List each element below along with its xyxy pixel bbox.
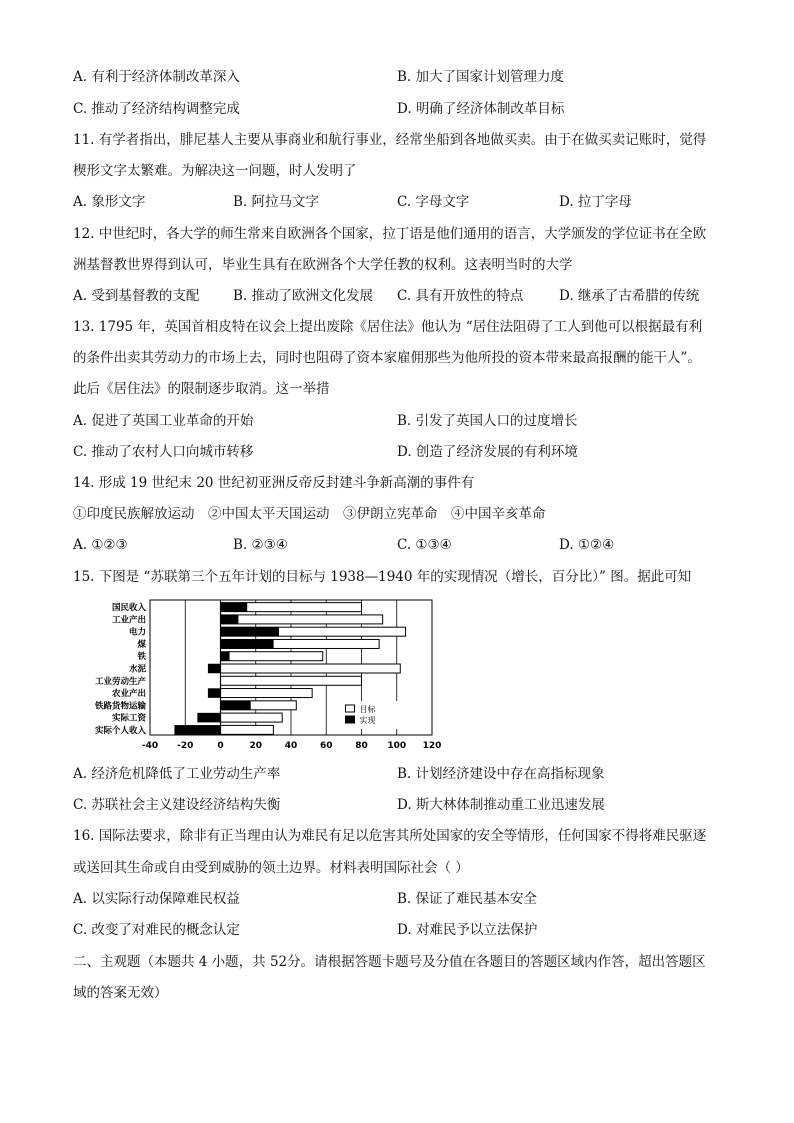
- chart-bar-target: [221, 689, 313, 698]
- section2-heading-line-2: 域的答案无效）: [73, 985, 168, 1001]
- chart-category-label: 实际工资: [111, 713, 146, 724]
- q16-option-c: C. 改变了对难民的概念认定: [73, 922, 240, 938]
- q15-option-a: A. 经济危机降低了工业劳动生产率: [73, 766, 281, 782]
- q15-stem-line-1: 15. 下图是 “苏联第三个五年计划的目标与 1938—1940 年的实现情况（增长，百分比）” 图。据此可知: [73, 569, 692, 585]
- q10-option-b: B. 加大了国家计划管理力度: [397, 69, 565, 85]
- chart-bar-actual: [175, 725, 221, 734]
- q11-stem-line-2: 楔形文字太繁难。为解决这一问题，时人发明了: [73, 163, 357, 179]
- chart-bar-target: [221, 676, 362, 685]
- chart-x-tick-label: 40: [284, 741, 298, 751]
- chart-x-tick-label: -40: [141, 741, 159, 751]
- chart-bar-actual: [208, 664, 220, 673]
- chart-x-tick-label: 100: [387, 741, 407, 751]
- chart-category-label: 国民收入: [111, 603, 146, 614]
- q10-option-d: D. 明确了经济体制改革目标: [397, 101, 565, 117]
- q15-option-d: D. 斯大林体制推动重工业迅速发展: [397, 797, 605, 813]
- chart-x-tick-label: 0: [217, 741, 224, 751]
- q11-stem-line-1: 11. 有学者指出，腓尼基人主要从事商业和航行事业，经常坐船到各地做买卖。由于在做买卖记账时，觉得: [73, 132, 707, 148]
- chart-bar-actual: [221, 639, 274, 648]
- chart-bar-target: [221, 725, 274, 734]
- chart-legend-label-actual: 实现: [359, 716, 376, 725]
- q15-option-b: B. 计划经济建设中存在高指标现象: [397, 766, 605, 782]
- q13-option-c: C. 推动了农村人口向城市转移: [73, 444, 254, 460]
- chart-x-tick-labels: [142, 741, 442, 751]
- chart-bar-actual: [221, 652, 230, 661]
- chart-x-tick-label: 80: [355, 741, 368, 751]
- section2-heading-line-1: 二、主观题（本题共 4 小题，共 52分。请根据答题卡题号及分值在各题目的答题区域内作答，超出答题区: [73, 954, 706, 970]
- q14-stem-line-2: ①印度民族解放运动 ②中国太平天国运动 ③伊朗立宪革命 ④中国辛亥革命: [73, 506, 546, 522]
- q11-option-a: A. 象形文字: [73, 194, 146, 210]
- chart-category-label: 铁: [137, 652, 146, 663]
- q14-option-b: B. ②③④: [233, 537, 288, 553]
- q10-option-c: C. 推动了经济结构调整完成: [73, 101, 240, 117]
- q12-stem-line-2: 洲基督教世界得到认可，毕业生具有在欧洲各个大学任教的权利。这表明当时的大学: [73, 257, 573, 273]
- chart-bar-target: [221, 652, 323, 661]
- q16-stem-line-2: 或送回其生命或自由受到威胁的领土边界。材料表明国际社会（ ）: [73, 860, 469, 876]
- q16-option-b: B. 保证了难民基本安全: [397, 891, 538, 907]
- chart-category-label: 工业劳动生产: [94, 676, 146, 687]
- q11-option-d: D. 拉丁字母: [559, 194, 632, 210]
- q14-option-c: C. ①③④: [397, 537, 452, 553]
- chart-category-label: 工业产出: [111, 615, 146, 626]
- q14-option-d: D. ①②④: [559, 537, 615, 553]
- chart-legend: [342, 701, 400, 729]
- q13-option-b: B. 引发了英国人口的过度增长: [397, 413, 578, 429]
- chart-bar-actual: [198, 713, 221, 722]
- chart-bar-target: [221, 664, 401, 673]
- chart-bar-target: [221, 615, 383, 624]
- q13-stem-line-2: 的条件出卖其劳动力的市场上去，同时也阻碍了资本家雇佣那些为他所投的资本带来最高报酬的能干人”。: [73, 350, 701, 366]
- q12-stem-line-1: 12. 中世纪时，各大学的师生常来自欧洲各个国家，拉丁语是他们通用的语言，大学颁发的学位证书在全欧: [73, 226, 707, 242]
- chart-category-label: 实际个人收入: [94, 725, 146, 736]
- chart-bar-target: [221, 713, 283, 722]
- q13-option-d: D. 创造了经济发展的有利环境: [397, 444, 578, 460]
- chart-category-label: 农业产出: [111, 689, 146, 700]
- q16-option-d: D. 对难民予以立法保护: [397, 922, 538, 938]
- q13-stem-line-1: 13. 1795 年，英国首相皮特在议会上提出废除《居住法》他认为 “居住法阻碍了工人到他可以根据最有利: [73, 319, 703, 335]
- q15-option-c: C. 苏联社会主义建设经济结构失衡: [73, 797, 281, 813]
- chart-legend-label-target: 目标: [359, 705, 376, 714]
- chart-legend-swatch-target: [346, 705, 355, 712]
- q12-option-b: B. 推动了欧洲文化发展: [233, 288, 374, 304]
- q14-option-a: A. ①②③: [73, 537, 128, 553]
- chart-bar-actual: [221, 627, 279, 636]
- chart-category-label: 铁路货物运输: [94, 701, 146, 712]
- chart-bar-actual: [221, 603, 247, 612]
- chart-x-tick-label: 60: [319, 741, 333, 751]
- q12-option-c: C. 具有开放性的特点: [397, 288, 524, 304]
- chart-x-tick-label: -20: [177, 741, 194, 751]
- q11-option-c: C. 字母文字: [397, 194, 470, 210]
- q16-option-a: A. 以实际行动保障难民权益: [73, 891, 240, 907]
- chart-legend-swatch-actual: [346, 716, 355, 723]
- q10-option-a: A. 有利于经济体制改革深入: [73, 69, 240, 85]
- soviet-five-year-plan-chart: [64, 596, 454, 756]
- q12-option-a: A. 受到基督教的支配: [73, 288, 200, 304]
- chart-bar-actual: [221, 615, 239, 624]
- q13-stem-line-3: 此后《居住法》的限制逐步取消。这一举措: [73, 381, 330, 397]
- chart-category-label: 水泥: [128, 664, 146, 675]
- q14-stem-line-1: 14. 形成 19 世纪末 20 世纪初亚洲反帝反封建斗争新高潮的事件有: [73, 475, 475, 491]
- chart-category-label: 煤: [137, 639, 146, 650]
- q16-stem-line-1: 16. 国际法要求，除非有正当理由认为难民有足以危害其所处国家的安全等情形，任何国家不得将难民驱逐: [73, 828, 707, 844]
- chart-category-label: 电力: [128, 627, 146, 638]
- q12-option-d: D. 继承了古希腊的传统: [559, 288, 700, 304]
- chart-x-tick-label: 20: [249, 741, 263, 751]
- q13-option-a: A. 促进了英国工业革命的开始: [73, 413, 254, 429]
- chart-bar-actual: [221, 701, 251, 710]
- chart-x-tick-label: 120: [422, 741, 442, 751]
- chart-bar-actual: [208, 689, 220, 698]
- chart-category-labels: [94, 602, 147, 736]
- q11-option-b: B. 阿拉马文字: [233, 194, 320, 210]
